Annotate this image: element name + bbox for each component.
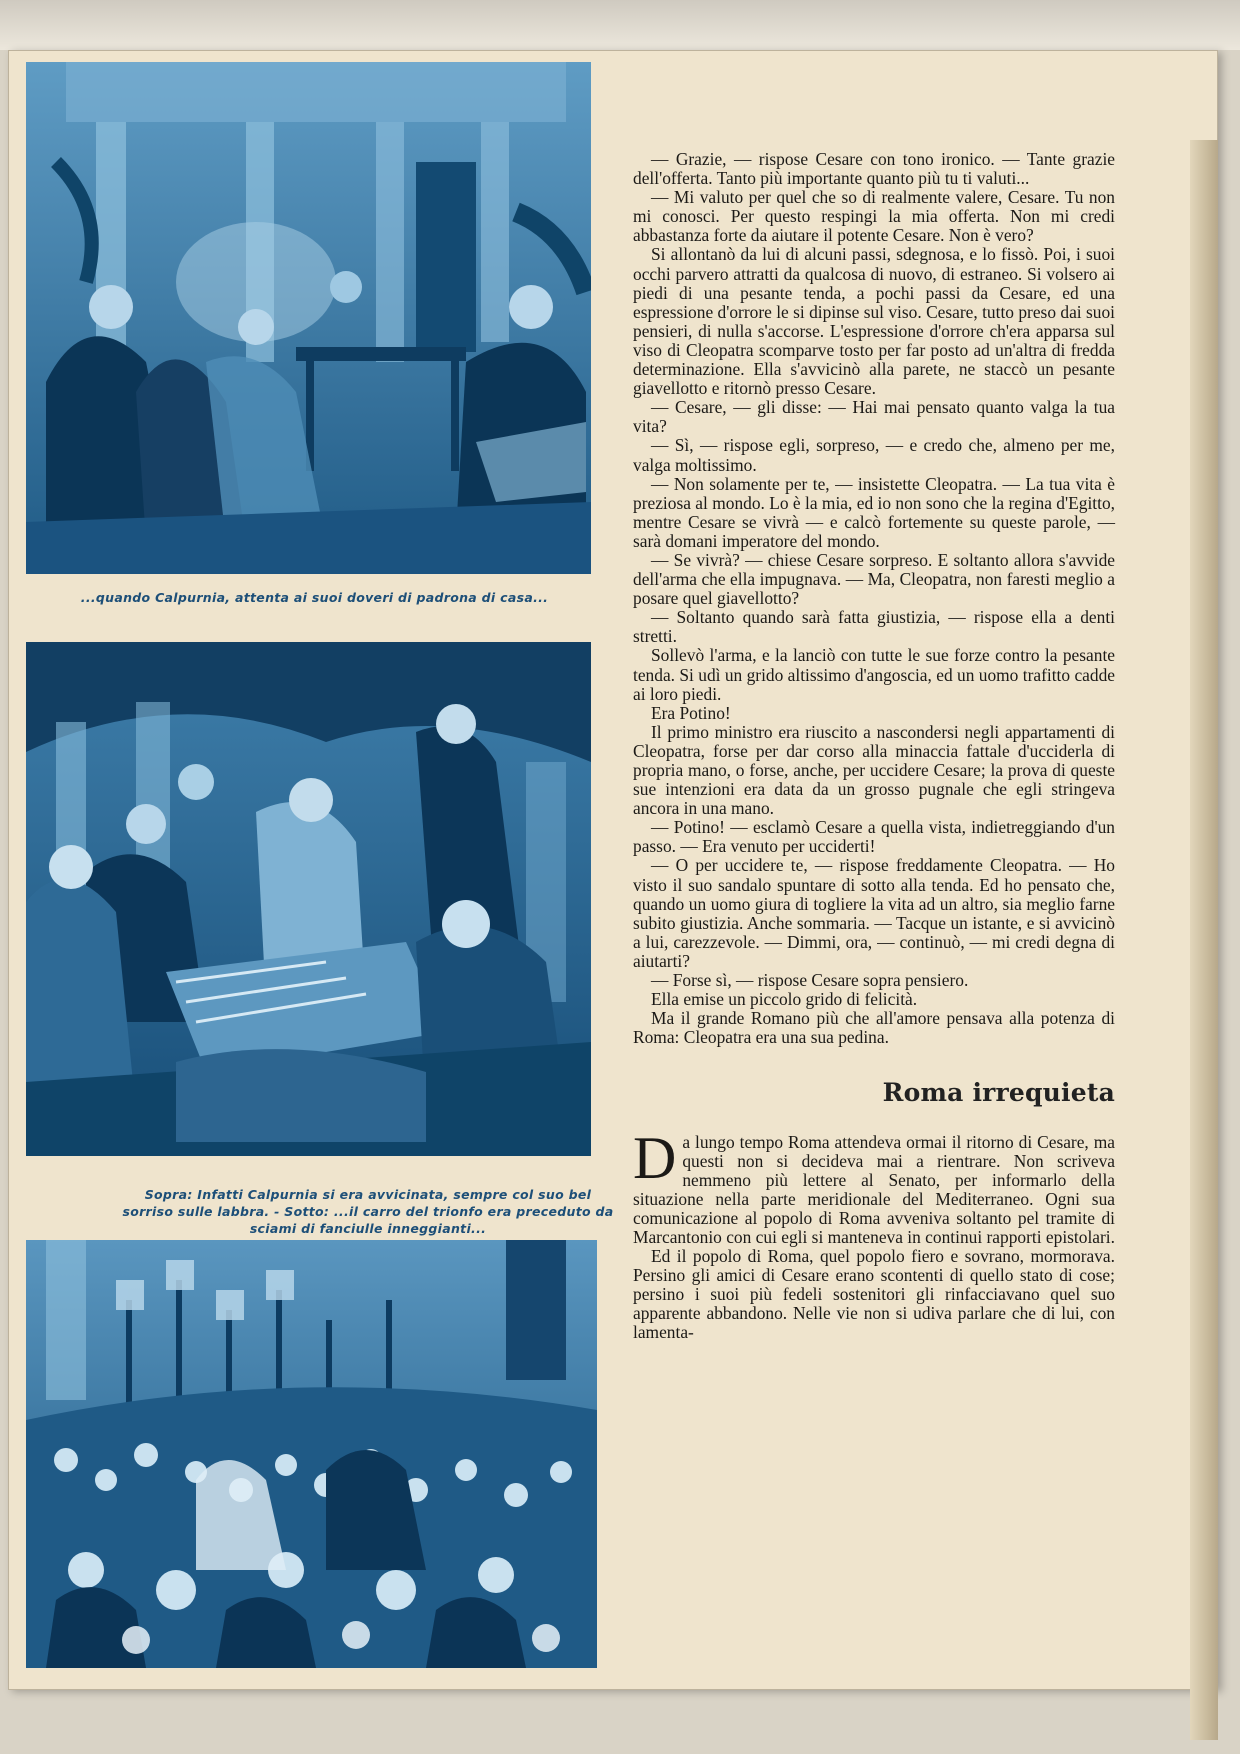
article-paragraph: — Non solamente per te, — insistette Cleopatra. — La tua vita è preziosa al mondo. Lo è la mia, ed io non sono che la regina d'Egitto, mentre Cesare se vivrà — e calcò fortemente su queste parole, — sarà domani imperatore del mondo.: [633, 473, 1115, 551]
photo-caption-1: ...quando Calpurnia, attenta ai suoi doveri di padrona di casa...: [80, 590, 549, 605]
section-paragraph: Ed il popolo di Roma, quel popolo fiero e sovrano, mormorava. Persino gli amici di Cesare erano scontenti di quello stato di cose; persino i suoi più fedeli sostenitori gli rinfacciavano quel suo apparente abbandono. Nelle vie non si udiva parlare che di lui, con lamenta-: [633, 1246, 1115, 1343]
article-paragraph: — Soltanto quando sarà fatta giustizia, — rispose ella a denti stretti.: [633, 607, 1115, 647]
article-paragraph: — Mi valuto per quel che so di realmente valere, Cesare. Tu non mi conosci. Per questo respingi la mia offerta. Non mi credi abbastanza forte da aiutare il potente Cesare. Non è vero?: [633, 187, 1115, 246]
section-paragraph-text: a lungo tempo Roma attendeva ormai il ritorno di Cesare, ma questi non si decideva mai a rientrare. Non scriveva nemmeno più lettere al Senato, per informarlo della situazione nella parte meridionale del Mediterraneo. Ogni sua comunicazione al popolo di Roma avveniva soltanto pel tramite di Marcantonio con cui egli si manteneva in continui rapporti epistolari.: [633, 1131, 1115, 1247]
article-paragraph: — Se vivrà? — chiese Cesare sorpreso. E soltanto allora s'avvide dell'arma che ella impugnava. — Ma, Cleopatra, non faresti meglio a posare quel giavellotto?: [633, 549, 1115, 609]
article-paragraph: — O per uccidere te, — rispose freddamente Cleopatra. — Ho visto il suo sandalo spuntare di sotto alla tenda. Ed ho pensato che, quando un uomo giura di togliere la vita ad un altro, sia meglio farne subito giustizia. Anche sommaria. — Tacque un istante, e si avvicinò a lui, carezzevole. — Dimmi, ora, — continuò, — mi credi degna di aiutarti?: [633, 855, 1115, 971]
article-paragraph: Era Potino!: [651, 702, 731, 723]
section-body: [633, 1124, 1115, 1343]
magazine-page: [8, 50, 1218, 1690]
article-paragraph: Ma il grande Romano più che all'amore pensava alla potenza di Roma: Cleopatra era una sua pedina.: [633, 1008, 1115, 1048]
article-body: [633, 150, 1115, 1047]
section-paragraph-first: [633, 1124, 1115, 1248]
photo-column: [22, 62, 614, 1668]
article-paragraph: Il primo ministro era riuscito a nascondersi negli appartamenti di Cleopatra, forse per dar corso alla minaccia fattale d'ucciderla di propria mano, o forse, anche, per uccidere Cesare; la prova di queste sue intenzioni era data da un grosso pugnale che egli stringeva ancora in una mano.: [633, 721, 1115, 819]
article-paragraph: Si allontanò da lui di alcuni passi, sdegnosa, e lo fissò. Poi, i suoi occhi parvero attratti da qualcosa di nuovo, di estraneo. Si volsero ai piedi di una pesante tenda, a pochi passi da Cesare, ed una espressione d'orrore le si dipinse sul viso. Cesare, tutto preso dai suoi pensieri, di nulla s'accorse. L'espressione d'orrore ch'era apparsa sul viso di Cleopatra scomparve tosto per far posto ad un'altra di fredda determinazione. Ella s'avvicinò alla parete, ne staccò un pesante giavellotto e ritornò presso Cesare.: [633, 244, 1115, 399]
article-paragraph: Ella emise un piccolo grido di felicità.: [651, 989, 918, 1010]
article-paragraph: — Grazie, — rispose Cesare con tono ironico. — Tante grazie dell'offerta. Tanto più importante quanto più tu ti valuti...: [633, 149, 1115, 189]
article-paragraph: — Forse sì, — rispose Cesare sopra pensiero.: [651, 970, 969, 991]
article-paragraph: — Potino! — esclamò Cesare a quella vista, indietreggiando d'un passo. — Era venuto per ucciderti!: [633, 817, 1115, 857]
article-paragraph: — Sì, — rispose egli, sorpreso, — e credo che, almeno per me, valga moltissimo.: [633, 435, 1115, 475]
section-heading: Roma irrequieta: [882, 1078, 1115, 1108]
drop-cap: D: [633, 1124, 677, 1191]
photo-caption-2: Sopra: Infatti Calpurnia si era avvicinata, sempre col suo bel sorriso sulle labbra. - Sotto: ...il carro del trionfo era preceduto da sciami di fanciulle inneggianti...: [122, 1187, 614, 1236]
banquet-scene-photo: [26, 62, 591, 574]
page-edge: [1190, 140, 1218, 1740]
game-table-scene-photo: [26, 642, 591, 1156]
article-paragraph: — Cesare, — gli disse: — Hai mai pensato quanto valga la tua vita?: [633, 397, 1115, 437]
triumph-procession-photo: [26, 1240, 597, 1668]
scan-background: [0, 0, 1240, 50]
article-column: [633, 150, 1115, 1343]
article-paragraph: Sollevò l'arma, e la lanciò con tutte le sue forze contro la pesante tenda. Si udì un grido altissimo d'angoscia, ed un uomo trafitto cadde ai loro piedi.: [633, 645, 1115, 704]
